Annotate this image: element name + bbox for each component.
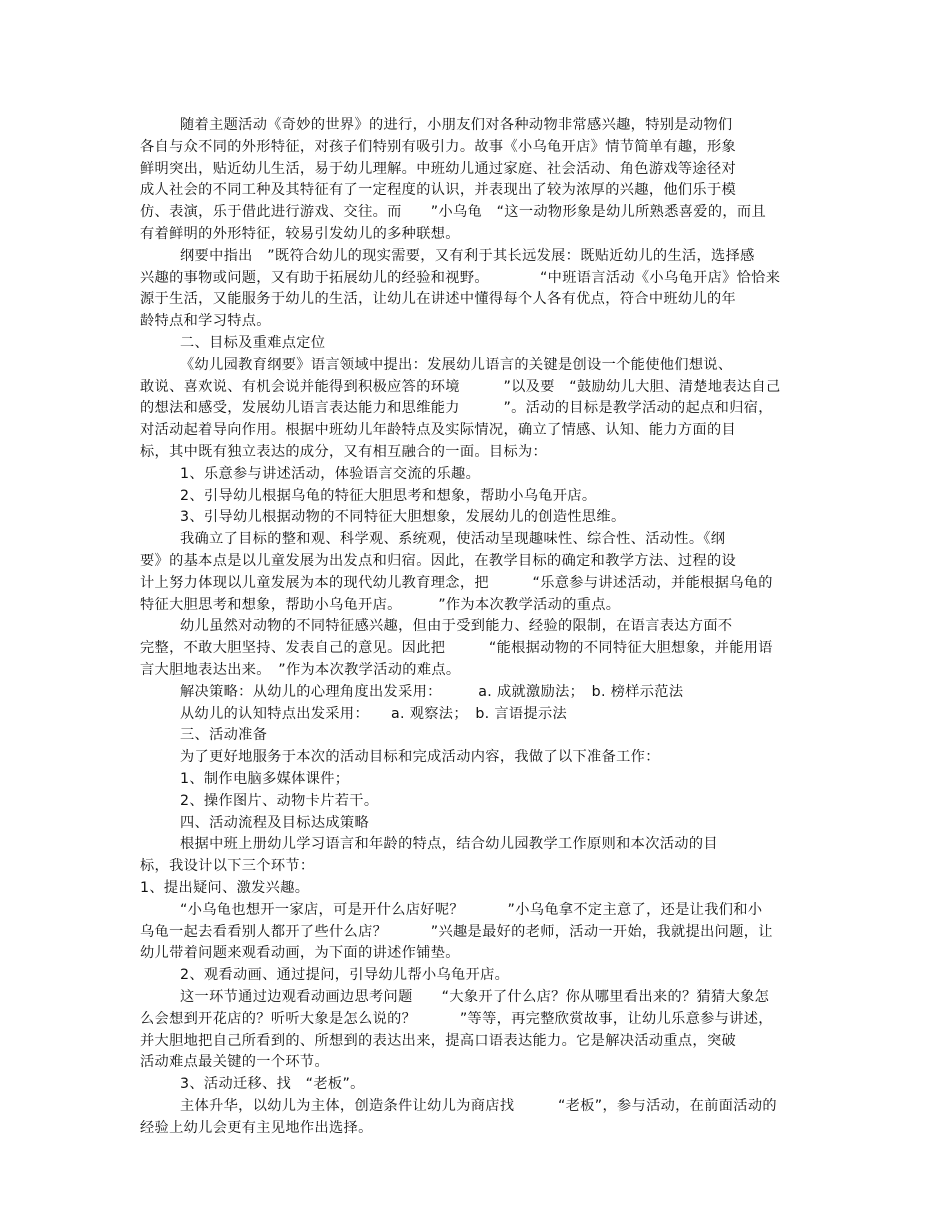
text-line: 乌龟一起去看看别人都开了些什么店？ ”兴趣是最好的老师，活动一开始，我就提出问题，让 <box>140 923 773 940</box>
text-line: 有着鲜明的外形特征，较易引发幼儿的多种联想。 <box>140 226 460 242</box>
text-line: 言大胆地表达出来。 ”作为本次教学活动的难点。 <box>140 662 461 678</box>
text-line: 标，我设计以下三个环节： <box>140 858 315 875</box>
text-line: 特征大胆思考和想象，帮助小乌龟开店。 ”作为本次教学活动的重点。 <box>140 596 621 613</box>
text-line: 主体升华，以幼儿为主体，创造条件让幼儿为商店找 “老板”，参与活动，在前面活动的 <box>180 1098 777 1114</box>
text-line: 随着主题活动《奇妙的世界》的进行，小朋友们对各种动物非常感兴趣，特别是动物们 <box>180 117 733 133</box>
text-line: 根据中班上册幼儿学习语言和年龄的特点，结合幼儿园教学工作原则和本次活动的目 <box>180 836 718 853</box>
text-line: 3、活动迁移、找 “老板”。 <box>180 1076 365 1093</box>
text-line: 为了更好地服务于本次的活动目标和完成活动内容，我做了以下准备工作： <box>180 749 660 766</box>
text-line: 从幼儿的认知特点出发采用： a. 观察法； b. 言语提示法 <box>180 705 568 722</box>
text-line: 二、目标及重难点定位 <box>180 335 326 351</box>
text-line: 1、乐意参与讲述活动，体验语言交流的乐趣。 <box>180 465 481 482</box>
text-line: 解决策略：从幼儿的心理角度出发采用： a. 成就激励法； b. 榜样示范法 <box>180 683 684 700</box>
text-line: 2、引导幼儿根据乌龟的特征大胆思考和想象，帮助小乌龟开店。 <box>180 487 597 504</box>
text-line: 并大胆地把自己所看到的、所想到的表达出来，提高口语表达能力。它是解决活动重点，突破 <box>140 1032 737 1049</box>
text-line: 龄特点和学习特点。 <box>140 313 271 330</box>
text-line: “小乌龟也想开一家店，可是开什么店好呢？ ”小乌龟拿不定主意了，还是让我们和小 <box>180 901 763 918</box>
text-line: 1、提出疑问、激发兴趣。 <box>140 880 310 896</box>
text-line: 源于生活，又能服务于幼儿的生活，让幼儿在讲述中懂得每个人各有优点，符合中班幼儿的年 <box>140 291 737 308</box>
text-line: 1、制作电脑多媒体课件； <box>180 771 350 787</box>
text-line: 四、活动流程及目标达成策略 <box>180 814 369 831</box>
text-line: 我确立了目标的整和观、科学观、系统观，使活动呈现趣味性、综合性、活动性。《纲 <box>180 531 726 548</box>
text-line: 么会想到开花店的？听听大象是怎么说的？ ”等等，再完整欣赏故事，让幼儿乐意参与讲述， <box>140 1010 773 1027</box>
text-line: 成人社会的不同工种及其特征有了一定程度的认识，并表现出了较为浓厚的兴趣，他们乐于模 <box>140 182 737 199</box>
text-line: 各自与众不同的外形特征，对孩子们特别有吸引力。故事《小乌龟开店》情节简单有趣，形象 <box>140 138 737 155</box>
text-line: 鲜明突出，贴近幼儿生活，易于幼儿理解。中班幼儿通过家庭、社会活动、角色游戏等途径对 <box>140 160 737 177</box>
text-line: 对活动起着导向作用。根据中班幼儿年龄特点及实际情况，确立了情感、认知、能力方面的目 <box>140 422 737 439</box>
text-line: 2、操作图片、动物卡片若干。 <box>180 792 379 809</box>
text-line: 幼儿带着问题来观看动画，为下面的讲述作铺垫。 <box>140 945 460 962</box>
text-line: 这一环节通过边观看动画边思考问题 “大象开了什么店？你从哪里看出来的？猜猜大象怎 <box>180 989 770 1005</box>
text-line: 经验上幼儿会更有主见地作出选择。 <box>140 1119 373 1136</box>
text-line: 的想法和感受，发展幼儿语言表达能力和思维能力 ”。活动的目标是教学活动的起点和归宿， <box>140 400 773 417</box>
text-line: 兴趣的事物或问题，又有助于拓展幼儿的经验和视野。 “中班语言活动《小乌龟开店》恰恰来 <box>140 269 781 286</box>
text-line: 计上努力体现以儿童发展为本的现代幼儿教育理念，把 “乐意参与讲述活动，并能根据乌龟的 <box>140 574 773 591</box>
text-line: 三、活动准备 <box>180 727 268 744</box>
text-line: 《幼儿园教育纲要》语言领域中提出：发展幼儿语言的关键是创设一个能使他们想说、 <box>180 356 733 373</box>
text-line: 3、引导幼儿根据动物的不同特征大胆想象，发展幼儿的创造性思维。 <box>180 509 626 526</box>
text-line: 完整，不敢大胆坚持、发表自己的意见。因此把 “能根据动物的不同特征大胆想象，并能用语 <box>140 640 773 657</box>
text-line: 纲要中指出 ”既符合幼儿的现实需要，又有利于其长远发展：既贴近幼儿的生活，选择感 <box>180 247 755 264</box>
text-line: 幼儿虽然对动物的不同特征感兴趣，但由于受到能力、经验的限制，在语言表达方面不 <box>180 618 733 635</box>
text-line: 活动难点最关键的一个环节。 <box>140 1054 329 1071</box>
text-line: 2、观看动画、通过提问，引导幼儿帮小乌龟开店。 <box>180 967 510 984</box>
text-line: 标，其中既有独立表达的成分，又有相互融合的一面。目标为： <box>140 444 548 460</box>
text-line: 仿、表演，乐于借此进行游戏、交往。而 ”小乌龟 “这一动物形象是幼儿所熟悉喜爱的，而且 <box>140 204 766 221</box>
text-line: 要》的基本点是以儿童发展为出发点和归宿。因此，在教学目标的确定和教学方法、过程的设 <box>140 553 737 569</box>
text-line: 敢说、喜欢说、有机会说并能得到积极应答的环境 ”以及要 “鼓励幼儿大胆、清楚地表达自己 <box>140 378 781 395</box>
